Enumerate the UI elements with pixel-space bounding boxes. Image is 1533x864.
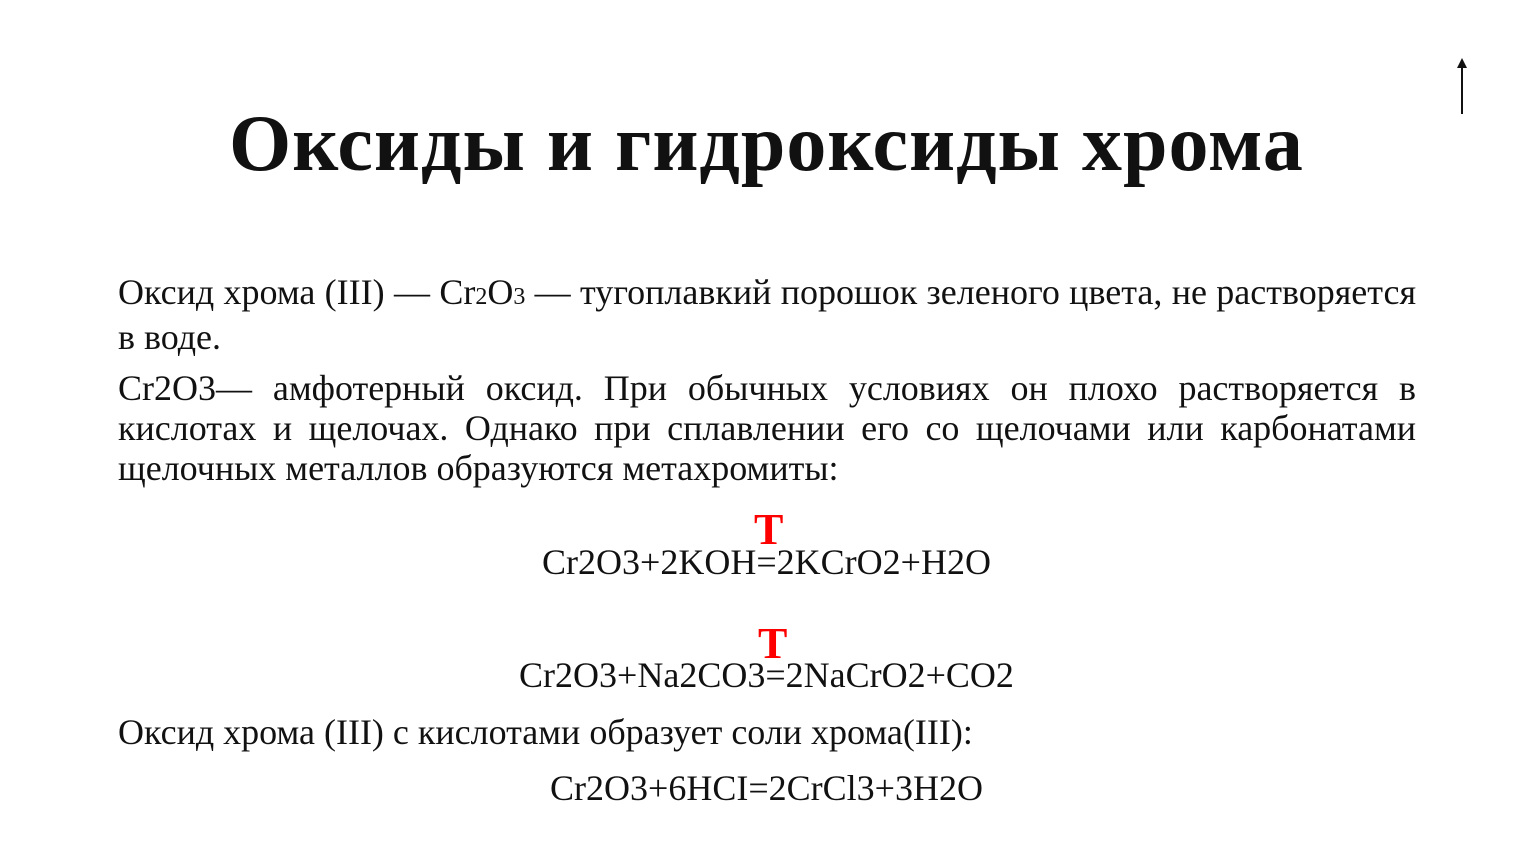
p1-text-end: — тугоплавкий порошок зеленого цвета, не растворяется в воде. <box>118 272 1416 357</box>
equation-hcl: Cr2O3+6HCI=2CrCl3+3H2O <box>550 768 983 808</box>
paragraph-amphoteric: Cr2O3— амфотерный оксид. При обычных условиях он плохо растворяется в кислотах и щелочах. Однако при сплавлении его со щелочами или карбонатами щелочных металлов образуются метахромиты: <box>118 368 1416 488</box>
slide-title: Оксиды и гидроксиды хрома <box>229 100 1304 188</box>
p1-text-o: O <box>487 272 514 312</box>
p1-text-start: Оксид хрома (III) — Cr <box>118 272 476 312</box>
equation-koh: Cr2O3+2KOH=2KCrO2+H2O <box>542 542 991 582</box>
paragraph-acids: Оксид хрома (III) с кислотами образует соли хрома(III): <box>118 712 973 752</box>
p1-index-2: 2 <box>475 284 488 310</box>
heating-condition-2: T <box>758 619 788 668</box>
equation-na2co3: Cr2O3+Na2CO3=2NaCrO2+CO2 <box>519 655 1014 695</box>
paragraph-oxide-description <box>118 272 1416 357</box>
heating-condition-1: T <box>754 505 784 554</box>
p1-index-3: 3 <box>513 284 526 310</box>
